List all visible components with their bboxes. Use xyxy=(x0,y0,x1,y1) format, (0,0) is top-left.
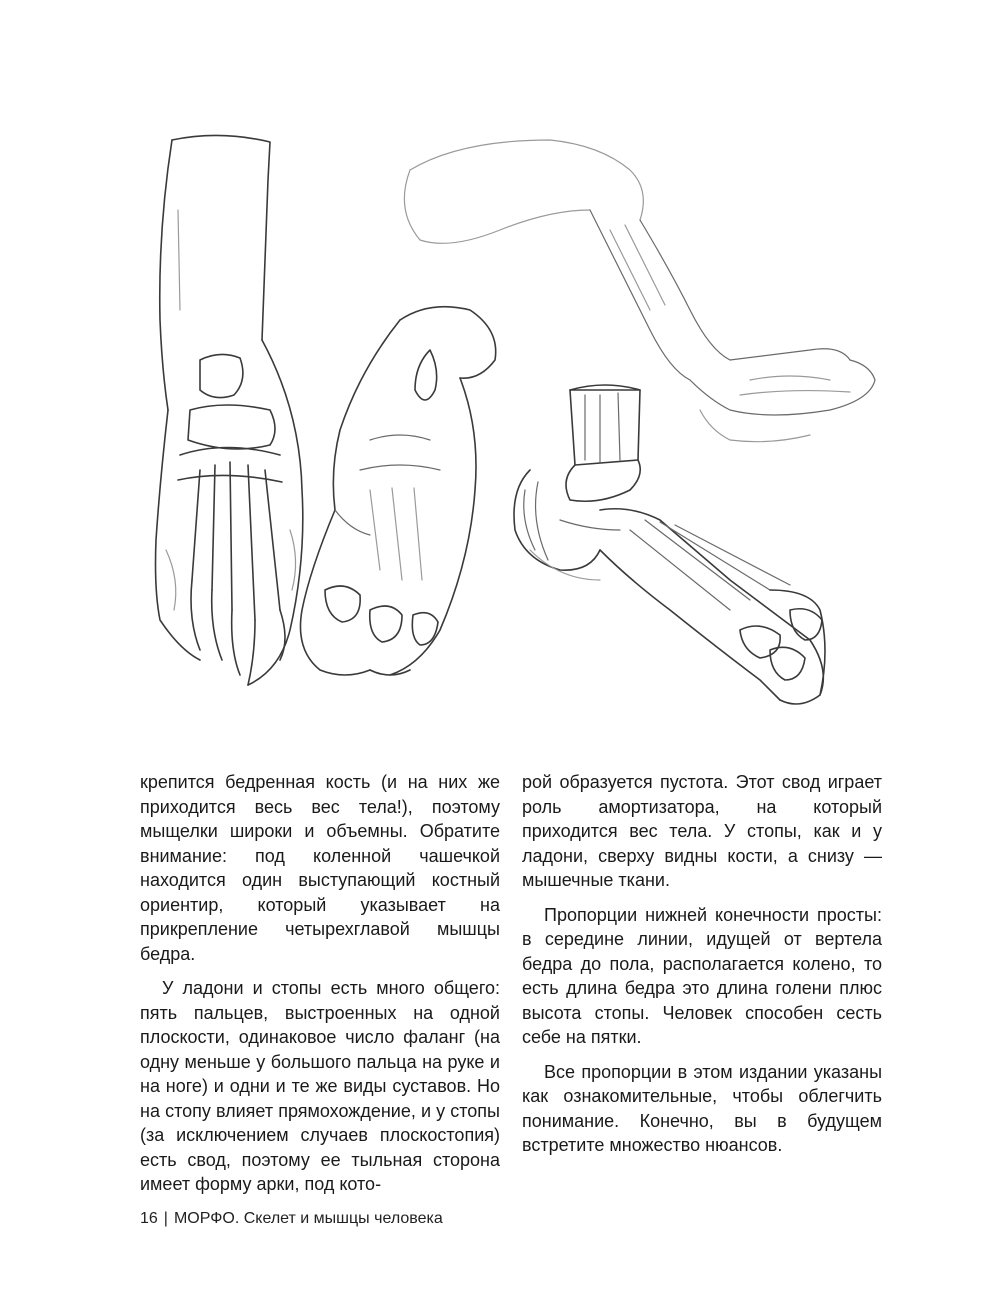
page-number: 16 xyxy=(140,1210,158,1227)
paragraph: Пропорции нижней конечности просты: в середине линии, идущей от вертела бедра до пола, располагается колено, то есть длина бедра это длина голени плюс высота стопы. Человек способен сесть себе на пятки. xyxy=(522,904,882,1047)
footer-separator: | xyxy=(163,1210,168,1227)
front-foot-sketch xyxy=(156,135,303,685)
paragraph: рой образуется пустота. Этот свод играет роль амортизатора, на который приходится вес тела. У стопы, как и у ладони, сверху видны кости, а снизу — мышечные ткани. xyxy=(522,772,882,890)
anatomy-sketches xyxy=(130,110,890,750)
paragraph: У ладони и стопы есть много общего: пять пальцев, выстроенных на одной плоскости, одинаковое число фаланг (на одну меньше у большого пальца на руке и на ноге) и одни и те же виды суставов. Но на стопу влияет прямохождение, и у стопы (за исключением случаев плоскостопия) есть свод, поэтому ее тыльная сторона имеет форму арки, под кото- xyxy=(140,978,500,1194)
book-title: МОРФО. Скелет и мышцы человека xyxy=(173,1210,443,1227)
page-footer xyxy=(140,1210,443,1228)
paragraph: крепится бедренная кость (и на них же приходится весь вес тела!), поэтому мыщелки широки и объемны. Обратите внимание: под коленной чашечкой находится один выступающий костный ориентир, который указывает на прикрепление четырехглавой мышцы бедра. xyxy=(140,772,500,964)
foot-sketches-drawing xyxy=(130,110,890,750)
paragraph: Все пропорции в этом издании указаны как ознакомительные, чтобы облегчить понимание. Конечно, вы в будущем встретите множество нюансов. xyxy=(522,1061,882,1155)
left-text-column xyxy=(140,770,500,1207)
right-text-column xyxy=(522,770,882,1168)
skeleton-foot-sketch xyxy=(514,385,825,704)
sole-foot-sketch xyxy=(300,307,495,675)
